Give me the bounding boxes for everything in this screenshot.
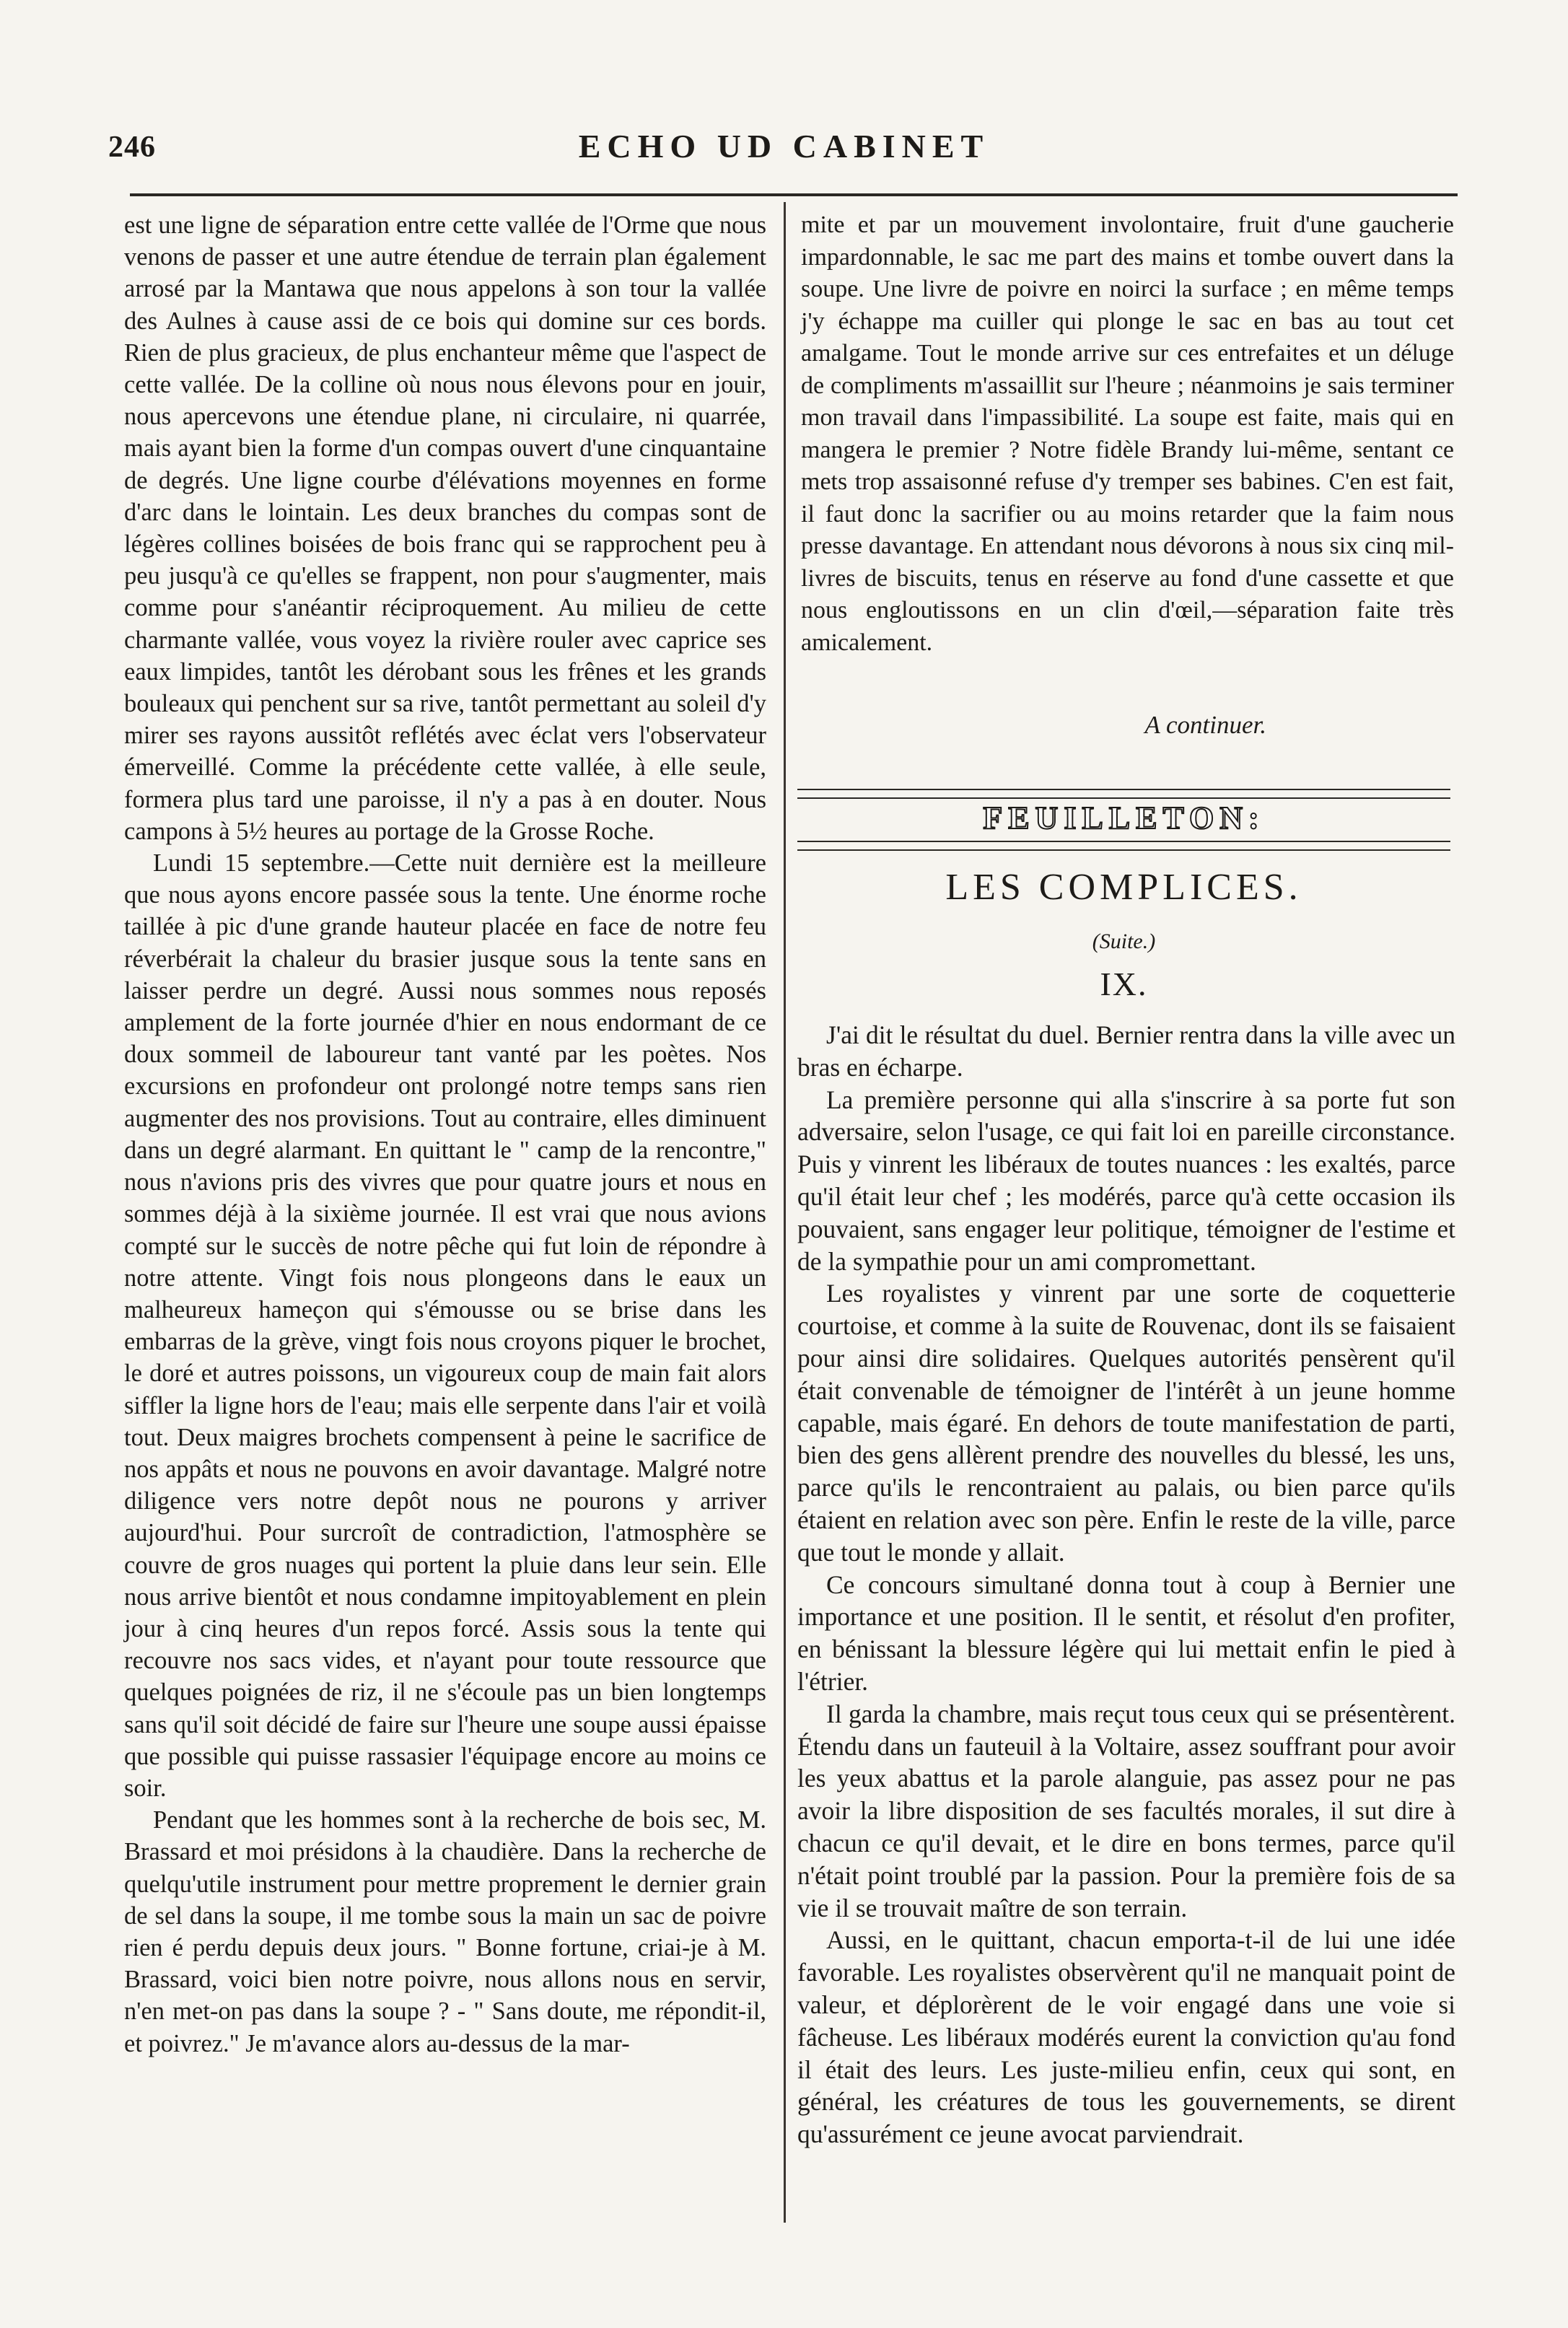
story-paragraph: La première personne qui alla s'inscrire à sa porte fut son adversaire, selon l'usage, ce qui fait loi en pareille circonstance. Puis y vinrent les libéraux de toutes nuances : les exaltés, parce qu'il était leur chef ; les modérés, parce qu'à cette occasion ils pouvaient, sans engager leur politique, témoigner de l'estime et de la sympathie pour un ami compromettant. bbox=[797, 1085, 1455, 1276]
story-title: LES COMPLICES. bbox=[945, 867, 1302, 908]
story-suite: (Suite.) bbox=[1092, 929, 1156, 953]
continuation-paragraph: mite et par un mouvement involontaire, fruit d'une gaucherie impardonnable, le sac me part des mains et tombe ouvert dans la soupe. Une livre de poivre en noirci la surface ; en même temps j'y échappe ma cuiller qui plonge le sac en bas au tout cet amalgame. Tout le monde arrive sur ces entrefaites et un déluge de compliments m'assaillit sur l'heure ; néanmoins je sais terminer mon travail dans l'impassibilité. La soupe est faite, mais qui en mangera le premier ? Notre fidèle Brandy lui-même, sentant ce mets trop assaisonné refuse d'y tremper ses babines. C'en est fait, il faut donc la sacrifier ou au moins retarder que la faim nous presse davantage. En attendant nous dévorons à nous six cinq mil-livres de biscuits, tenus en réserve au fond d'une cassette et que nous engloutissons en un clin d'œil,—séparation faite très amicalement. bbox=[801, 211, 1454, 656]
header-rule bbox=[130, 193, 1458, 196]
story-chapter: IX. bbox=[1100, 966, 1148, 1002]
running-title: ECHO UD CABINET bbox=[578, 128, 990, 165]
page-number: 246 bbox=[108, 131, 156, 164]
section-rule-top bbox=[797, 789, 1450, 799]
right-column-continuation bbox=[801, 209, 1454, 659]
left-paragraph: Lundi 15 septembre.—Cette nuit dernière est la meilleure que nous ayons encore passée sous la tente. Une énorme roche taillée à pic d'une grande hauteur placée en face de notre feu réverbérait la chaleur du brasier jusque sous la tente sans en laisser perdre un degré. Aussi nous sommes nous reposés amplement de la forte journée d'hier en nous endormant de ce doux sommeil de laboureur tant vanté par les poètes. Nos excursions en profondeur ont prolongé notre temps sans rien augmenter des nos provisions. Tout au contraire, elles diminuent dans un degré alarmant. En quittant le " camp de la rencontre," nous n'avions pris des vivres que pour quatre jours et nous en sommes déjà à la sixième journée. Il est vrai que nous avions compté sur le succès de notre pêche qui fut loin de répondre à notre attente. Vingt fois nous plongeons dans le eaux un malheureux hameçon qui s'émousse ou se brise dans les embarras de la grève, vingt fois nous croyons piquer le brochet, le doré et autres poissons, un vigoureux coup de main fait alors siffler la ligne hors de l'eau; mais elle serpente dans l'air et voilà tout. Deux maigres brochets compensent à peine le sacrifice de nos appâts et nous ne pouvons en avoir davantage. Malgré notre diligence vers notre depôt nous ne pourons y arriver aujourd'hui. Pour surcroît de contradiction, l'atmosphère se couvre de gros nuages qui portent la pluie dans leur sein. Elle nous arrive bientôt et nous condamne impitoyablement en plein jour à cinq heures d'un repos forcé. Assis sous la tente qui recouvre nos sacs vides, et n'ayant pour toute ressource que quelques poignées de riz, il ne s'écoule pas un bien longtemps sans qu'il soit décidé de faire sur l'heure une soupe aussi épaisse que possible qui puisse rassasier l'équipage encore au moins ce soir. bbox=[124, 849, 766, 1802]
column-divider bbox=[784, 202, 786, 2223]
story-paragraph: Les royalistes y vinrent par une sorte de coquetterie courtoise, et comme à la suite de Rouvenac, dont ils se faisaient pour ainsi dire solidaires. Quelques autorités pensèrent qu'il était convenable de témoigner de l'intérêt à un jeune homme capable, mais égaré. En dehors de toute manifestation de parti, bien des gens allèrent prendre des nouvelles du blessé, les uns, parce qu'ils le rencontraient au palais, ou bien parce qu'ils étaient en relation avec son père. Enfin le reste de la ville, parce que tout le monde y allait. bbox=[797, 1279, 1455, 1567]
story-paragraph: Il garda la chambre, mais reçut tous ceux qui se présentèrent. Étendu dans un fauteuil à la Voltaire, assez souffrant pour avoir les yeux abattus et la parole alanguie, pas assez pour ne pas avoir la libre disposition de ses facultés morales, il sut dire à chacun ce qu'il devait, et le dire en bons termes, parce qu'il n'était point troublé par la passion. Pour la première fois de sa vie il se trouvait maître de son terrain. bbox=[797, 1699, 1455, 1922]
left-column bbox=[124, 209, 766, 2060]
section-heading: FEUILLETON: bbox=[983, 800, 1265, 836]
story-body bbox=[797, 1019, 1455, 2150]
left-paragraph: Pendant que les hommes sont à la recherche de bois sec, M. Brassard et moi présidons à la chaudière. Dans la recherche de quelqu'utile instrument pour mettre proprement le dernier grain de sel dans la soupe, il me tombe sous la main un sac de poivre rien é perdu depuis deux jours. " Bonne fortune, criai-je à M. Brassard, voici bien notre poivre, nous allons nous en servir, n'en met-on pas dans la soupe ? - " Sans doute, me répondit-il, et poivrez." Je m'avance alors au-dessus de la mar- bbox=[124, 1806, 766, 2057]
section-rule-bottom bbox=[797, 841, 1450, 851]
story-paragraph: J'ai dit le résultat du duel. Bernier rentra dans la ville avec un bras en écharpe. bbox=[797, 1020, 1455, 1082]
continuation-signoff: A continuer. bbox=[1144, 711, 1266, 739]
story-paragraph: Ce concours simultané donna tout à coup à Bernier une importance et une position. Il le sentit, et résolut d'en profiter, en bénissant la blessure légère qui lui mettait enfin le pied à l'étrier. bbox=[797, 1570, 1455, 1696]
left-paragraph: est une ligne de séparation entre cette vallée de l'Orme que nous venons de passer et une autre étendue de terrain plan également arrosé par la Mantawa que nous appelons à son tour la vallée des Aulnes à cause assi de ce bois qui domine sur ces bords. Rien de plus gracieux, de plus enchanteur même que l'aspect de cette vallée. De la colline où nous nous élevons pour en jouir, nous apercevons une étendue plane, ni circulaire, ni quarrée, mais ayant bien la forme d'un compas ouvert d'une cinquantaine de degrés. Une ligne courbe d'élévations moyennes en forme d'arc dans le lointain. Les deux branches du compas sont de légères collines boisées de bois franc qui se rapprochent peu à peu jusqu'à ce qu'elles se frappent, non pour s'augmenter, mais comme pour s'anéantir réciproquement. Au milieu de cette charmante vallée, vous voyez la rivière rouler avec caprice ses eaux limpides, tantôt les dérobant sous les frênes et les grands bouleaux qui penchent sur sa rive, tantôt permettant au soleil d'y mirer ses rayons aussitôt reflétés avec éclat vers l'observateur émerveillé. Comme la précédente cette vallée, à elle seule, formera plus tard une paroisse, il n'y a pas à en douter. Nous campons à 5½ heures au portage de la Grosse Roche. bbox=[124, 211, 766, 845]
story-paragraph: Aussi, en le quittant, chacun emporta-t-il de lui une idée favorable. Les royalistes observèrent qu'il ne manquait point de valeur, et déplorèrent de le voir engagé dans une voie si fâcheuse. Les libéraux modérés eurent la conviction qu'au fond il était des leurs. Les juste-milieu enfin, ceux qui sont, en général, les créatures de tous les gouvernements, se dirent qu'assurément ce jeune avocat parviendrait. bbox=[797, 1925, 1455, 2149]
